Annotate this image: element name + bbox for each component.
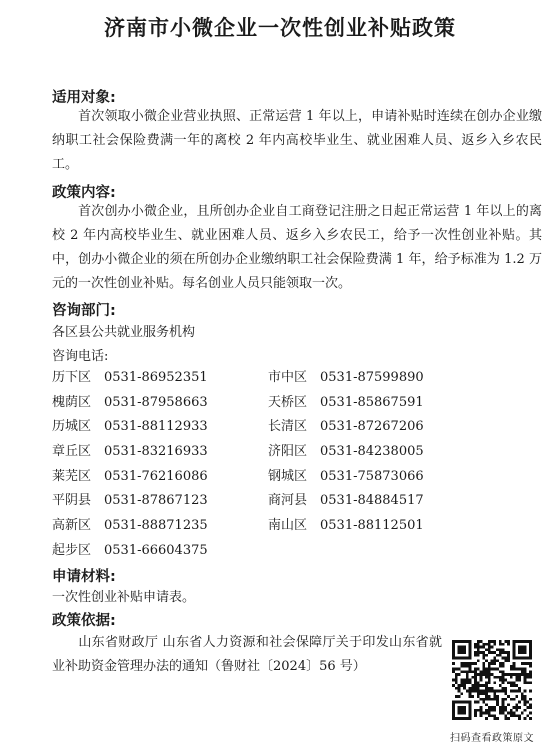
district-name: 历下区 (52, 370, 92, 385)
phone-number: 0531-88112501 (320, 518, 424, 534)
district-name: 长清区 (268, 419, 308, 435)
phone-number: 0531-88112933 (104, 419, 208, 435)
phone-row (52, 489, 522, 514)
section-heading-basis: 政策依据: (52, 613, 116, 629)
phone-number: 0531-88871235 (104, 518, 208, 534)
phone-number: 0531-75873066 (320, 468, 424, 484)
section-heading-department: 咨询部门: (52, 303, 116, 319)
phone-entry (52, 489, 208, 508)
section-heading-content: 政策内容: (52, 185, 116, 201)
district-name: 历城区 (52, 419, 92, 435)
district-name: 济阳区 (268, 444, 308, 460)
phone-number: 0531-66604375 (104, 542, 208, 558)
section-heading-target: 适用对象: (52, 90, 116, 106)
phone-entry (52, 440, 208, 459)
phone-row (52, 415, 522, 440)
phone-number: 0531-87267206 (320, 419, 424, 435)
department-agency: 各区县公共就业服务机构 (52, 325, 196, 340)
phone-entry (268, 465, 424, 484)
phone-number: 0531-84884517 (320, 493, 424, 509)
section-text-materials: 一次性创业补贴申请表。 (52, 590, 196, 605)
phone-row (52, 366, 522, 391)
phone-row (52, 539, 522, 564)
phone-row (52, 514, 522, 539)
phone-entry (268, 415, 424, 434)
section-text-content: 首次创办小微企业，且所创办企业自工商登记注册之日起正常运营 1 年以上的离校 2 年内高校毕业生、就业困难人员、返乡入乡农民工，给予一次性创业补贴。其中，创办小微企业的须在所创办企业缴纳职工社会保险费满 1 年，给予标准为 1.2 万元的一次性创业补贴。每名创业人员只能领取一次。 (52, 204, 542, 291)
district-name: 平阴县 (52, 493, 92, 509)
district-name: 章丘区 (52, 444, 92, 460)
phone-directory (52, 366, 522, 564)
phone-entry (52, 465, 208, 484)
phone-number: 0531-86952351 (104, 370, 208, 385)
phone-label: 咨询电话: (52, 349, 109, 364)
section-heading-materials: 申请材料: (52, 569, 116, 585)
phone-entry (268, 440, 424, 459)
phone-row (52, 391, 522, 416)
phone-number: 0531-87867123 (104, 493, 208, 509)
phone-row (52, 465, 522, 490)
district-name: 市中区 (268, 370, 308, 385)
section-text-basis: 山东省财政厅 山东省人力资源和社会保障厅关于印发山东省就业补助资金管理办法的通知（鲁财社〔2024〕56 号） (52, 635, 442, 674)
phone-entry (268, 366, 424, 385)
page-title: 济南市小微企业一次性创业补贴政策 (104, 16, 456, 40)
phone-entry (268, 514, 424, 533)
district-name: 起步区 (52, 542, 92, 558)
phone-entry (268, 391, 424, 410)
section-text-target: 首次领取小微企业营业执照、正常运营 1 年以上，申请补贴时连续在创办企业缴纳职工社会保险费满一年的离校 2 年内高校毕业生、就业困难人员、返乡入乡农民工。 (52, 109, 542, 172)
district-name: 南山区 (268, 518, 308, 534)
district-name: 槐荫区 (52, 394, 92, 410)
phone-number: 0531-84238005 (320, 444, 424, 460)
phone-number: 0531-83216933 (104, 444, 208, 460)
phone-entry (52, 366, 208, 385)
district-name: 商河县 (268, 493, 308, 509)
district-name: 莱芜区 (52, 468, 92, 484)
phone-number: 0531-85867591 (320, 394, 424, 410)
phone-row (52, 440, 522, 465)
phone-number: 0531-87958663 (104, 394, 208, 410)
qr-code-icon[interactable] (452, 640, 532, 720)
district-name: 高新区 (52, 518, 92, 534)
qr-caption: 扫码查看政策原文 (450, 733, 534, 744)
district-name: 天桥区 (268, 394, 308, 410)
phone-number: 0531-87599890 (320, 370, 424, 385)
phone-number: 0531-76216086 (104, 468, 208, 484)
phone-entry (52, 391, 208, 410)
district-name: 钢城区 (268, 468, 308, 484)
phone-entry (52, 514, 208, 533)
phone-entry (52, 539, 208, 558)
phone-entry (268, 489, 424, 508)
phone-entry (52, 415, 208, 434)
